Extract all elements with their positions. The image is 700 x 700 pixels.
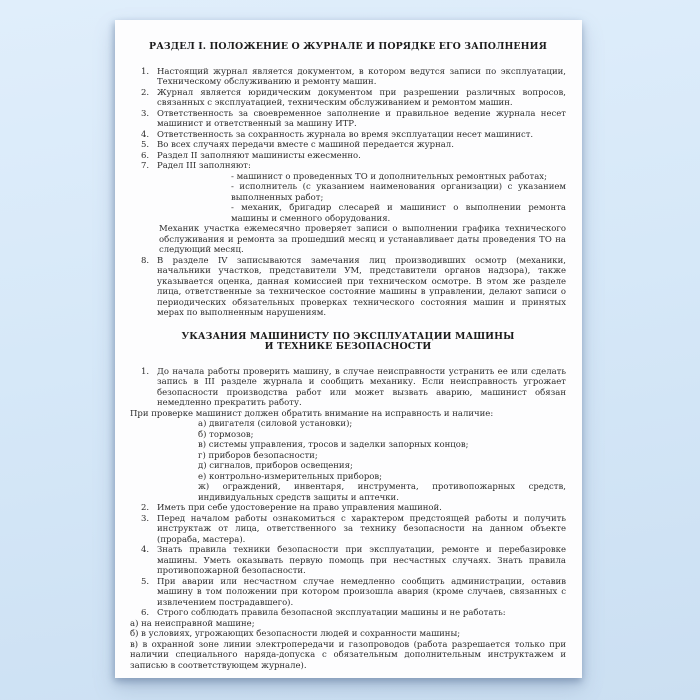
item-number: 3. bbox=[141, 513, 150, 524]
section2-title-line1: УКАЗАНИЯ МАШИНИСТУ ПО ЭКСПЛУАТАЦИИ МАШИНЫ bbox=[181, 330, 515, 342]
item-text: Ответственность за своевременное заполнение и правильное ведение журнала несет машинист и ответственный за машину ИТР. bbox=[157, 108, 566, 129]
item-text: Строго соблюдать правила безопасной эксплуатации машины и не работать: bbox=[157, 608, 506, 618]
document-page bbox=[115, 20, 582, 678]
section2-item-4 bbox=[130, 545, 566, 577]
section1-title: РАЗДЕЛ I. ПОЛОЖЕНИЕ О ЖУРНАЛЕ И ПОРЯДКЕ ЕГО ЗАПОЛНЕНИЯ bbox=[149, 41, 547, 52]
item-number: 6. bbox=[141, 608, 150, 618]
check-list-item-zh: ж) ограждений, инвентаря, инструмента, противопожарных средств, индивидуальных средств защиты и аптечки. bbox=[198, 482, 566, 503]
section1-item-2 bbox=[130, 88, 566, 109]
item-text: Во всех случаях передачи вместе с машиной передается журнал. bbox=[157, 140, 454, 150]
section2-item-6 bbox=[130, 608, 566, 619]
section1-item-8 bbox=[130, 256, 566, 319]
section1-item-7 bbox=[130, 161, 566, 172]
forbidden-list-item-b: б) в условиях, угрожающих безопасности людей и сохранности машины; bbox=[130, 629, 461, 639]
item-text: При аварии или несчастном случае немедленно сообщить администрации, оставив машину в том положении при котором произошла авария (кроме случаев, связанных с извлечением пострадавшего). bbox=[157, 576, 566, 608]
item-text: Радел III заполняют: bbox=[157, 161, 251, 171]
section2-item-1 bbox=[130, 367, 566, 409]
forbidden-list-item-v: в) в охранной зоне линии электропередачи и газопроводов (работа разрешается только при наличии специального наряда-допуска с обязательным дополнительным инструктажем и записью в соответствующем журнале). bbox=[130, 639, 566, 671]
item-number: 1. bbox=[141, 66, 150, 77]
check-intro-paragraph: При проверке машинист должен обратить внимание на исправность и наличие: bbox=[130, 408, 494, 419]
section1-item-3 bbox=[130, 109, 566, 130]
item-text: До начала работы проверить машину, в случае неисправности устранить ее или сделать запись в III разделе журнала и сообщить механику. Если неисправность угрожает безопасности производства работ или может вызвать аварию, машинист обязан немедленно прекратить работу. bbox=[157, 366, 566, 408]
section1-item-1 bbox=[130, 67, 566, 88]
item-number: 7. bbox=[141, 161, 150, 171]
item-number: 5. bbox=[141, 576, 150, 587]
section1-item-5 bbox=[130, 140, 566, 151]
section2-title-line2: И ТЕХНИКЕ БЕЗОПАСНОСТИ bbox=[264, 341, 432, 352]
item-number: 2. bbox=[141, 503, 150, 513]
section2-item-2 bbox=[130, 503, 566, 514]
check-list-item-a: а) двигателя (силовой установки); bbox=[198, 419, 353, 429]
section1-item-4 bbox=[130, 130, 566, 141]
item-number: 4. bbox=[141, 129, 150, 140]
check-list-item-b: б) тормозов; bbox=[198, 429, 254, 440]
section2-item-5 bbox=[130, 577, 566, 609]
item-number: 3. bbox=[141, 108, 150, 119]
item-number: 8. bbox=[141, 255, 150, 266]
section1-item-6 bbox=[130, 151, 566, 162]
item-number: 6. bbox=[141, 150, 150, 161]
item-number: 2. bbox=[141, 87, 150, 98]
mechanic-note-paragraph: Механик участка ежемесячно проверяет записи о выполнении графика технического обслуживания и ремонта за прошедший месяц и устанавливает даты проведения ТО на следующий месяц. bbox=[159, 224, 566, 255]
item-text: Знать правила техники безопасности при эксплуатации, ремонте и перебазировке машины. Уметь оказывать первую помощь при несчастных случаях. Знать правила противопожарной безопасности. bbox=[157, 545, 566, 576]
section1-item-7-sub-1: - машинист о проведенных ТО и дополнительных ремонтных работах; bbox=[231, 171, 547, 182]
item-text: Раздел II заполняют машинисты ежесменно. bbox=[157, 150, 361, 161]
item-text: Иметь при себе удостоверение на право управления машиной. bbox=[157, 503, 442, 513]
item-text: Ответственность за сохранность журнала во время эксплуатации несет машинист. bbox=[157, 129, 534, 140]
item-text: Перед началом работы ознакомиться с характером предстоящей работы и получить инструктаж от лица, ответственного за технику безопасности на данном объекте (прораба, мастера). bbox=[157, 513, 566, 545]
check-list-item-e: е) контрольно-измерительных приборов; bbox=[198, 471, 383, 482]
item-number: 4. bbox=[141, 545, 150, 555]
item-number: 5. bbox=[141, 140, 150, 150]
section1-item-7-sub-3: - механик, бригадир слесарей и машинист о выполнении ремонта машины и сменного оборудования. bbox=[231, 203, 566, 224]
forbidden-list-item-a: а) на неисправной машине; bbox=[130, 618, 255, 629]
item-text: В разделе IV записываются замечания лиц производивших осмотр (механики, начальники участков, представители УМ, представители органов надзора), также указывается оценка, данная комиссией при техническом осмотре. В этом же разделе лица, ответственные за техническое состояние машины в управлении, делают записи о периодических обязательных проверках технического состояния машин и принятых мерах по выполненным нарушениям. bbox=[157, 255, 566, 318]
item-text: Настоящий журнал является документом, в котором ведутся записи по эксплуатации, Техническому обслуживанию и ремонту машин. bbox=[157, 66, 566, 87]
section2-item-3 bbox=[130, 514, 566, 546]
check-list-item-v: в) системы управления, тросов и заделки запорных концов; bbox=[198, 440, 469, 450]
check-list-item-d: д) сигналов, приборов освещения; bbox=[198, 461, 353, 471]
check-list-item-g: г) приборов безопасности; bbox=[198, 450, 318, 461]
section1-item-7-sub-2: - исполнитель (с указанием наименования организации) с указанием выполненных работ; bbox=[231, 182, 566, 203]
section2-title bbox=[130, 332, 566, 353]
item-text: Журнал является юридическим документом при разрешении различных вопросов, связанных с эксплуатацией, техническим обслуживанием и ремонтом машин. bbox=[157, 87, 566, 108]
item-number: 1. bbox=[141, 366, 150, 377]
